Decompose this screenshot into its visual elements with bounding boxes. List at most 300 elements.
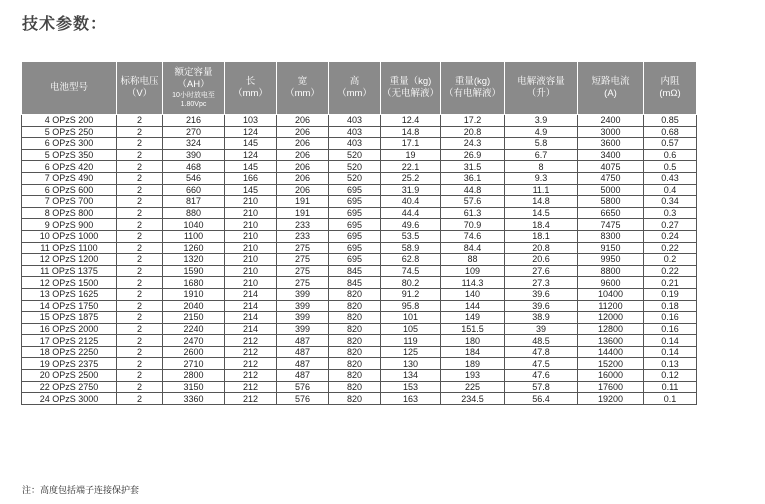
table-cell: 0.3 [644,207,697,219]
table-cell: 0.14 [644,335,697,347]
table-row [22,346,697,358]
table-cell: 210 [225,265,277,277]
table-cell: 20.8 [505,242,578,254]
table-cell: 27.6 [505,265,578,277]
table-cell: 845 [329,277,381,289]
table-cell: 275 [277,277,329,289]
table-cell: 2 [117,312,163,324]
table-cell: 3000 [578,126,644,138]
table-cell: 20.8 [441,126,505,138]
table-cell: 2600 [163,346,225,358]
table-cell: 5 OPzS 250 [22,126,117,138]
table-cell: 2 [117,196,163,208]
table-cell: 6 OPzS 420 [22,161,117,173]
table-cell: 695 [329,230,381,242]
table-cell: 4750 [578,172,644,184]
table-cell: 17.1 [381,138,441,150]
table-cell: 399 [277,312,329,324]
table-cell: 114.3 [441,277,505,289]
table-cell: 140 [441,288,505,300]
table-cell: 12 OPzS 1500 [22,277,117,289]
table-cell: 53.5 [381,230,441,242]
table-cell: 0.13 [644,358,697,370]
table-row [22,242,697,254]
table-cell: 0.1 [644,393,697,405]
table-cell: 16000 [578,370,644,382]
table-cell: 210 [225,219,277,231]
table-cell: 6 OPzS 600 [22,184,117,196]
table-cell: 4.9 [505,126,578,138]
table-header-row [22,62,697,115]
table-cell: 48.5 [505,335,578,347]
table-cell: 210 [225,254,277,266]
table-cell: 275 [277,242,329,254]
table-cell: 2040 [163,300,225,312]
table-cell: 193 [441,370,505,382]
table-cell: 74.6 [441,230,505,242]
table-cell: 12800 [578,323,644,335]
table-cell: 6.7 [505,149,578,161]
table-cell: 576 [277,393,329,405]
table-cell: 2 [117,184,163,196]
table-cell: 36.1 [441,172,505,184]
table-cell: 24.3 [441,138,505,150]
table-cell: 9.3 [505,172,578,184]
table-cell: 399 [277,288,329,300]
table-cell: 0.11 [644,381,697,393]
table-cell: 14 OPzS 1750 [22,300,117,312]
table-cell: 2 [117,242,163,254]
table-cell: 1100 [163,230,225,242]
table-cell: 2400 [578,115,644,127]
table-cell: 7475 [578,219,644,231]
table-cell: 210 [225,230,277,242]
table-cell: 214 [225,300,277,312]
table-cell: 210 [225,277,277,289]
spec-table [21,61,697,405]
table-cell: 88 [441,254,505,266]
table-cell: 20 OPzS 2500 [22,370,117,382]
table-cell: 880 [163,207,225,219]
table-cell: 487 [277,346,329,358]
table-cell: 184 [441,346,505,358]
table-row [22,138,697,150]
table-cell: 695 [329,184,381,196]
table-cell: 166 [225,172,277,184]
header-voltage: 标称电压 （V） [117,62,163,115]
table-cell: 3150 [163,381,225,393]
header-height: 高 （mm） [329,62,381,115]
table-cell: 820 [329,393,381,405]
table-cell: 206 [277,149,329,161]
table-row [22,230,697,242]
table-cell: 7 OPzS 700 [22,196,117,208]
table-cell: 5000 [578,184,644,196]
table-cell: 2 [117,219,163,231]
table-cell: 153 [381,381,441,393]
table-cell: 275 [277,265,329,277]
table-cell: 0.34 [644,196,697,208]
table-cell: 206 [277,126,329,138]
table-cell: 817 [163,196,225,208]
table-cell: 61.3 [441,207,505,219]
table-cell: 206 [277,138,329,150]
table-cell: 695 [329,219,381,231]
footnote: 注：高度包括端子连接保护套 [22,486,140,496]
table-cell: 695 [329,254,381,266]
table-cell: 5.8 [505,138,578,150]
table-cell: 403 [329,115,381,127]
table-cell: 15 OPzS 1875 [22,312,117,324]
table-row [22,312,697,324]
table-body [22,115,697,405]
table-cell: 0.43 [644,172,697,184]
table-cell: 57.6 [441,196,505,208]
table-cell: 225 [441,381,505,393]
table-cell: 2 [117,126,163,138]
table-cell: 151.5 [441,323,505,335]
table-cell: 3400 [578,149,644,161]
table-cell: 0.22 [644,242,697,254]
table-cell: 95.8 [381,300,441,312]
table-cell: 0.21 [644,277,697,289]
table-cell: 487 [277,335,329,347]
table-cell: 210 [225,242,277,254]
table-cell: 119 [381,335,441,347]
table-cell: 0.27 [644,219,697,231]
table-cell: 399 [277,323,329,335]
table-cell: 2 [117,138,163,150]
table-cell: 2 [117,288,163,300]
table-cell: 14.8 [505,196,578,208]
table-cell: 18.4 [505,219,578,231]
table-cell: 18 OPzS 2250 [22,346,117,358]
table-cell: 26.9 [441,149,505,161]
table-cell: 2 [117,230,163,242]
header-weight-wet: 重量(kg) （有电解液） [441,62,505,115]
table-row [22,265,697,277]
section-title: 技术参数： [22,14,108,33]
table-cell: 234.5 [441,393,505,405]
table-cell: 390 [163,149,225,161]
table-cell: 4 OPzS 200 [22,115,117,127]
table-cell: 0.5 [644,161,697,173]
table-row [22,370,697,382]
table-cell: 0.16 [644,323,697,335]
table-cell: 24 OPzS 3000 [22,393,117,405]
table-cell: 820 [329,370,381,382]
table-cell: 11 OPzS 1100 [22,242,117,254]
table-cell: 91.2 [381,288,441,300]
table-row [22,288,697,300]
table-cell: 487 [277,358,329,370]
table-cell: 14400 [578,346,644,358]
table-cell: 206 [277,161,329,173]
table-cell: 468 [163,161,225,173]
table-row [22,300,697,312]
table-cell: 820 [329,358,381,370]
table-row [22,277,697,289]
table-cell: 57.8 [505,381,578,393]
table-cell: 19 [381,149,441,161]
table-row [22,172,697,184]
table-cell: 19200 [578,393,644,405]
table-cell: 2 [117,254,163,266]
table-cell: 18.1 [505,230,578,242]
table-cell: 2 [117,358,163,370]
table-cell: 0.85 [644,115,697,127]
table-cell: 17.2 [441,115,505,127]
table-cell: 2 [117,323,163,335]
table-cell: 180 [441,335,505,347]
table-cell: 2 [117,381,163,393]
table-row [22,115,697,127]
table-cell: 695 [329,196,381,208]
table-cell: 520 [329,149,381,161]
table-cell: 130 [381,358,441,370]
table-cell: 403 [329,138,381,150]
table-row [22,323,697,335]
table-cell: 31.5 [441,161,505,173]
table-cell: 214 [225,312,277,324]
table-cell: 191 [277,196,329,208]
table-cell: 144 [441,300,505,312]
table-cell: 0.22 [644,265,697,277]
table-cell: 2800 [163,370,225,382]
table-cell: 25.2 [381,172,441,184]
header-length: 长 （mm） [225,62,277,115]
table-cell: 212 [225,393,277,405]
table-cell: 212 [225,346,277,358]
table-row [22,207,697,219]
table-cell: 520 [329,161,381,173]
table-cell: 820 [329,288,381,300]
table-cell: 399 [277,300,329,312]
table-cell: 845 [329,265,381,277]
table-cell: 11.1 [505,184,578,196]
table-cell: 8800 [578,265,644,277]
table-cell: 403 [329,126,381,138]
table-cell: 820 [329,335,381,347]
table-cell: 6 OPzS 300 [22,138,117,150]
table-cell: 5800 [578,196,644,208]
table-cell: 10 OPzS 1000 [22,230,117,242]
table-cell: 0.6 [644,149,697,161]
table-cell: 40.4 [381,196,441,208]
table-cell: 62.8 [381,254,441,266]
table-row [22,196,697,208]
table-cell: 14.5 [505,207,578,219]
table-cell: 3360 [163,393,225,405]
table-cell: 8 [505,161,578,173]
table-cell: 124 [225,126,277,138]
table-cell: 149 [441,312,505,324]
table-cell: 2 [117,265,163,277]
table-cell: 2 [117,335,163,347]
table-cell: 39.6 [505,300,578,312]
table-cell: 0.68 [644,126,697,138]
table-cell: 12000 [578,312,644,324]
table-cell: 13 OPzS 1625 [22,288,117,300]
table-row [22,393,697,405]
table-cell: 145 [225,184,277,196]
table-cell: 214 [225,323,277,335]
table-cell: 20.6 [505,254,578,266]
table-cell: 210 [225,196,277,208]
header-model: 电池型号 [22,62,117,115]
table-cell: 0.2 [644,254,697,266]
table-cell: 2 [117,346,163,358]
table-row [22,161,697,173]
table-cell: 189 [441,358,505,370]
table-cell: 695 [329,207,381,219]
header-width: 宽 （mm） [277,62,329,115]
table-cell: 2 [117,300,163,312]
table-row [22,358,697,370]
table-cell: 576 [277,381,329,393]
table-cell: 1320 [163,254,225,266]
header-resistance: 内阻 (mΩ) [644,62,697,115]
table-cell: 31.9 [381,184,441,196]
table-cell: 2 [117,207,163,219]
table-cell: 44.4 [381,207,441,219]
table-cell: 2 [117,393,163,405]
table-cell: 22 OPzS 2750 [22,381,117,393]
table-cell: 145 [225,161,277,173]
table-cell: 9950 [578,254,644,266]
table-row [22,149,697,161]
table-cell: 270 [163,126,225,138]
table-cell: 8300 [578,230,644,242]
table-row [22,184,697,196]
table-cell: 105 [381,323,441,335]
table-cell: 14.8 [381,126,441,138]
table-cell: 109 [441,265,505,277]
table-cell: 212 [225,370,277,382]
table-cell: 10400 [578,288,644,300]
table-cell: 1590 [163,265,225,277]
table-cell: 0.24 [644,230,697,242]
table-cell: 47.5 [505,358,578,370]
table-cell: 820 [329,381,381,393]
table-cell: 9600 [578,277,644,289]
table-cell: 3600 [578,138,644,150]
table-cell: 56.4 [505,393,578,405]
table-cell: 2150 [163,312,225,324]
table-cell: 1260 [163,242,225,254]
table-cell: 27.3 [505,277,578,289]
table-row [22,335,697,347]
table-cell: 22.1 [381,161,441,173]
table-cell: 12.4 [381,115,441,127]
table-cell: 84.4 [441,242,505,254]
table-cell: 13600 [578,335,644,347]
table-cell: 16 OPzS 2000 [22,323,117,335]
table-cell: 38.9 [505,312,578,324]
table-cell: 44.8 [441,184,505,196]
table-cell: 0.57 [644,138,697,150]
table-cell: 125 [381,346,441,358]
table-cell: 210 [225,207,277,219]
table-cell: 660 [163,184,225,196]
table-cell: 1680 [163,277,225,289]
header-weight-dry: 重量（kg) （无电解液） [381,62,441,115]
table-cell: 0.12 [644,370,697,382]
table-row [22,219,697,231]
table-cell: 214 [225,288,277,300]
table-cell: 820 [329,323,381,335]
table-cell: 820 [329,300,381,312]
table-cell: 9150 [578,242,644,254]
table-cell: 2 [117,277,163,289]
table-cell: 7 OPzS 490 [22,172,117,184]
table-cell: 2 [117,161,163,173]
table-cell: 206 [277,184,329,196]
table-cell: 2470 [163,335,225,347]
header-electrolyte: 电解液容量 （升） [505,62,578,115]
table-cell: 39.6 [505,288,578,300]
table-row [22,381,697,393]
table-cell: 145 [225,138,277,150]
table-cell: 124 [225,149,277,161]
table-cell: 2 [117,115,163,127]
table-cell: 12 OPzS 1200 [22,254,117,266]
table-cell: 206 [277,172,329,184]
table-cell: 212 [225,381,277,393]
table-cell: 820 [329,346,381,358]
table-cell: 0.4 [644,184,697,196]
table-cell: 17 OPzS 2125 [22,335,117,347]
table-cell: 212 [225,358,277,370]
table-cell: 0.16 [644,312,697,324]
table-cell: 74.5 [381,265,441,277]
table-cell: 487 [277,370,329,382]
table-cell: 134 [381,370,441,382]
table-cell: 9 OPzS 900 [22,219,117,231]
table-cell: 47.6 [505,370,578,382]
table-cell: 0.19 [644,288,697,300]
table-cell: 1910 [163,288,225,300]
table-cell: 19 OPzS 2375 [22,358,117,370]
table-cell: 6650 [578,207,644,219]
table-cell: 3.9 [505,115,578,127]
table-cell: 2 [117,172,163,184]
table-cell: 0.14 [644,346,697,358]
table-cell: 695 [329,242,381,254]
table-cell: 17600 [578,381,644,393]
header-capacity: 额定容量 （AH） 10小时放电至 1.80Vpc [163,62,225,115]
table-cell: 163 [381,393,441,405]
table-cell: 80.2 [381,277,441,289]
table-row [22,126,697,138]
table-cell: 324 [163,138,225,150]
table-cell: 2240 [163,323,225,335]
table-cell: 49.6 [381,219,441,231]
table-cell: 520 [329,172,381,184]
table-cell: 216 [163,115,225,127]
table-cell: 39 [505,323,578,335]
table-cell: 2 [117,149,163,161]
table-cell: 191 [277,207,329,219]
table-cell: 58.9 [381,242,441,254]
table-cell: 70.9 [441,219,505,231]
table-cell: 103 [225,115,277,127]
table-cell: 275 [277,254,329,266]
table-cell: 233 [277,230,329,242]
table-cell: 5 OPzS 350 [22,149,117,161]
table-cell: 47.8 [505,346,578,358]
table-cell: 233 [277,219,329,231]
